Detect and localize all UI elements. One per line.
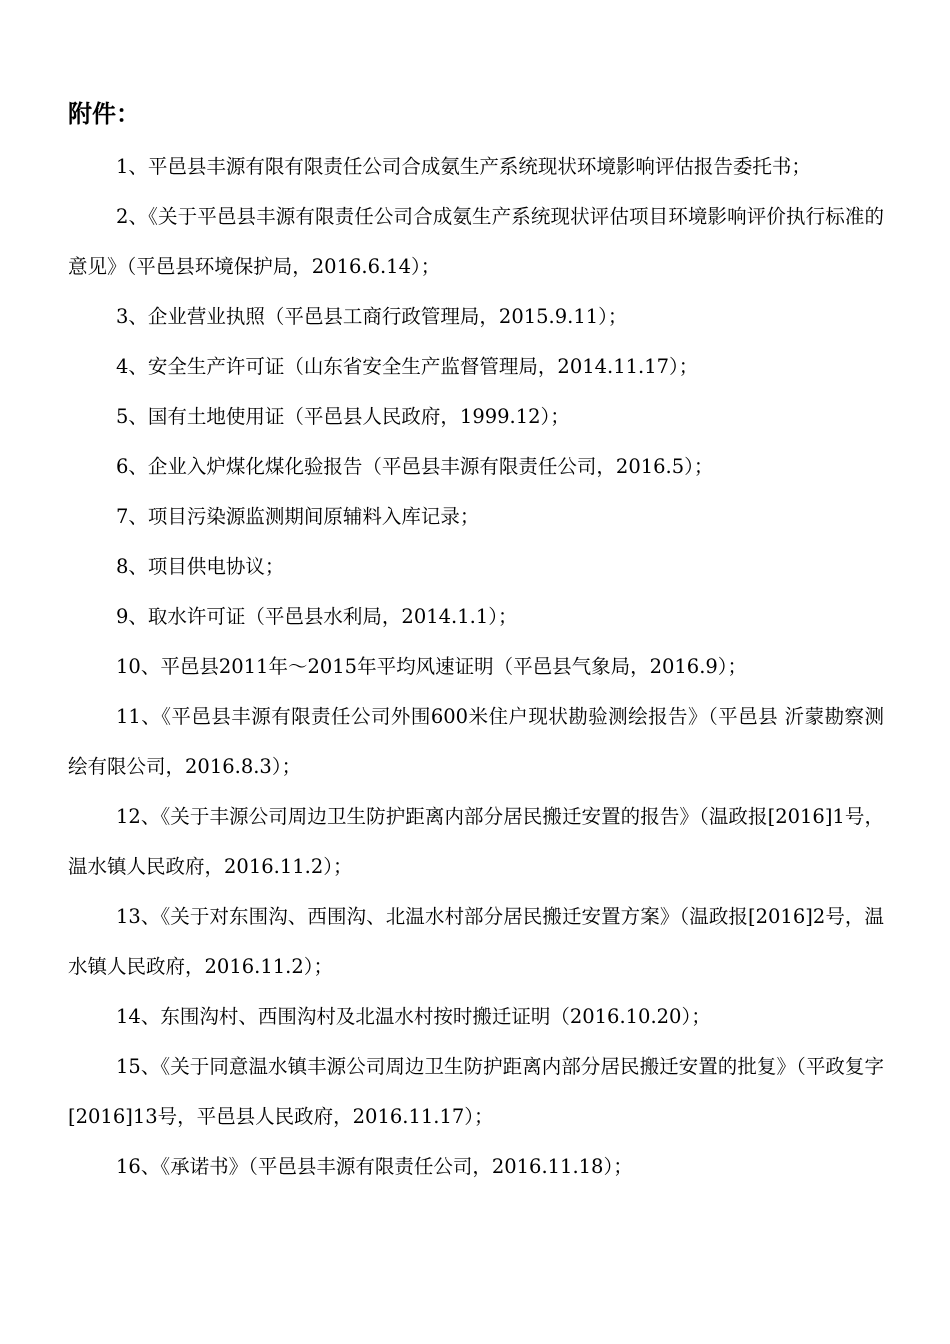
attachment-item-9: 9、取水许可证（平邑县水利局，2014.1.1）； <box>116 605 518 628</box>
attachment-item-8: 8、项目供电协议； <box>116 555 285 578</box>
attachment-item-7: 7、项目污染源监测期间原辅料入库记录； <box>116 505 480 528</box>
attachment-item-10: 10、平邑县2011年～2015年平均风速证明（平邑县气象局，2016.9）； <box>116 655 748 678</box>
attachment-item-12: 12、《关于丰源公司周边卫生防护距离内部分居民搬迁安置的报告》（温政报[2016]1号，温水镇人民政府，2016.11.2）； <box>68 805 884 878</box>
attachment-item-5: 5、国有土地使用证（平邑县人民政府，1999.12）； <box>116 405 570 428</box>
attachment-item-3: 3、企业营业执照（平邑县工商行政管理局，2015.9.11）； <box>116 305 628 328</box>
attachment-list <box>68 142 884 1192</box>
attachment-item-4: 4、安全生产许可证（山东省安全生产监督管理局，2014.11.17）； <box>116 355 699 378</box>
attachments-heading: 附件： <box>68 100 140 128</box>
attachment-item-13: 13、《关于对东围沟、西围沟、北温水村部分居民搬迁安置方案》（温政报[2016]2号，温水镇人民政府，2016.11.2）； <box>68 905 884 978</box>
attachment-item-1: 1、平邑县丰源有限有限责任公司合成氨生产系统现状环境影响评估报告委托书； <box>116 155 811 178</box>
attachment-item-11: 11、《平邑县丰源有限责任公司外围600米住户现状勘验测绘报告》（平邑县 沂蒙勘察测绘有限公司，2016.8.3）； <box>68 705 884 778</box>
attachment-item-14: 14、东围沟村、西围沟村及北温水村按时搬迁证明（2016.10.20）； <box>116 1005 711 1028</box>
attachment-item-16: 16、《承诺书》（平邑县丰源有限责任公司，2016.11.18）； <box>116 1155 633 1178</box>
attachment-item-15: 15、《关于同意温水镇丰源公司周边卫生防护距离内部分居民搬迁安置的批复》（平政复字[2016]13号，平邑县人民政府，2016.11.17）； <box>68 1055 884 1128</box>
attachment-item-6: 6、企业入炉煤化煤化验报告（平邑县丰源有限责任公司，2016.5）； <box>116 455 714 478</box>
attachment-item-2: 2、《关于平邑县丰源有限责任公司合成氨生产系统现状评估项目环境影响评价执行标准的意见》（平邑县环境保护局，2016.6.14）； <box>68 205 884 278</box>
